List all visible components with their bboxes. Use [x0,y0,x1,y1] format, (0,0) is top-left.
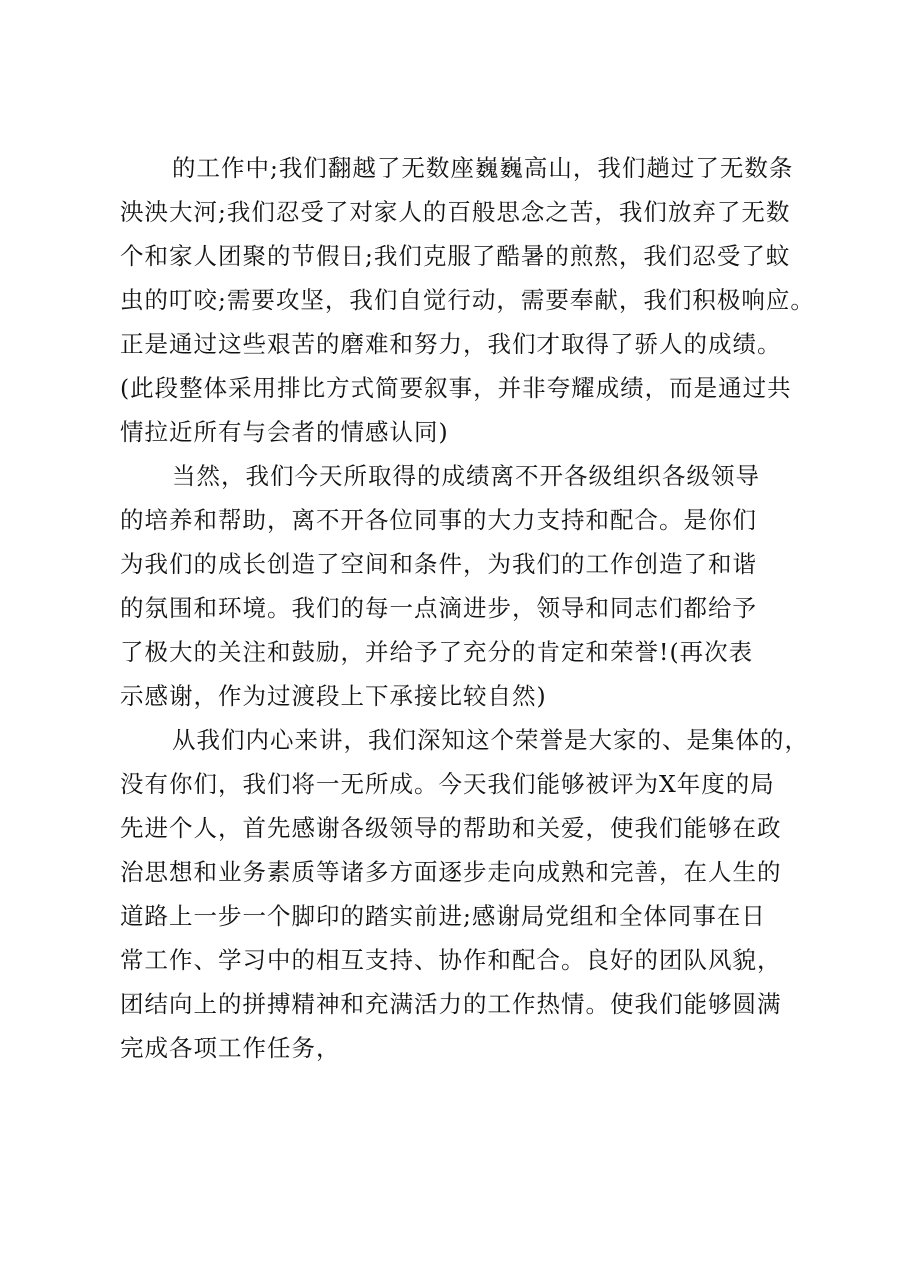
text-line: 治思想和业务素质等诸多方面逐步走向成熟和完善，在人生的 [120,858,782,886]
text-line: 正是通过这些艰苦的磨难和努力，我们才取得了骄人的成绩。 [120,330,782,358]
text-line: 常工作、学习中的相互支持、协作和配合。良好的团队风貌， [120,946,782,974]
text-line: 从我们内心来讲，我们深知这个荣誉是大家的、是集体的， [172,726,809,754]
text-line: 完成各项工作任务， [120,1034,341,1062]
text-line: 团结向上的拼搏精神和充满活力的工作热情。使我们能够圆满 [120,990,782,1018]
text-line: 示感谢，作为过渡段上下承接比较自然) [120,682,547,710]
text-line: 情拉近所有与会者的情感认同) [120,418,449,446]
text-line: 先进个人，首先感谢各级领导的帮助和关爱，使我们能够在政 [120,814,782,842]
text-line: 道路上一步一个脚印的踏实前进;感谢局党组和全体同事在日 [120,902,766,930]
text-line: (此段整体采用排比方式简要叙事，并非夸耀成绩，而是通过共 [120,374,792,402]
text-line: 没有你们，我们将一无所成。今天我们能够被评为X年度的局 [120,770,775,798]
text-line: 了极大的关注和鼓励，并给予了充分的肯定和荣誉!(再次表 [120,638,754,666]
text-line: 的培养和帮助，离不开各位同事的大力支持和配合。是你们 [120,506,757,534]
text-line: 虫的叮咬;需要攻坚，我们自觉行动，需要奉献，我们积极响应。 [120,286,815,314]
text-line: 的氛围和环境。我们的每一点滴进步，领导和同志们都给予 [120,594,757,622]
text-line: 为我们的成长创造了空间和条件，为我们的工作创造了和谐 [120,550,757,578]
text-line: 的工作中;我们翻越了无数座巍巍高山，我们趟过了无数条 [172,154,794,182]
text-line: 个和家人团聚的节假日;我们克服了酷暑的煎熬，我们忍受了蚊 [120,242,791,270]
text-line: 当然，我们今天所取得的成绩离不开各级组织各级领导 [172,462,760,490]
text-line: 泱泱大河;我们忍受了对家人的百般思念之苦，我们放弃了无数 [120,198,791,226]
